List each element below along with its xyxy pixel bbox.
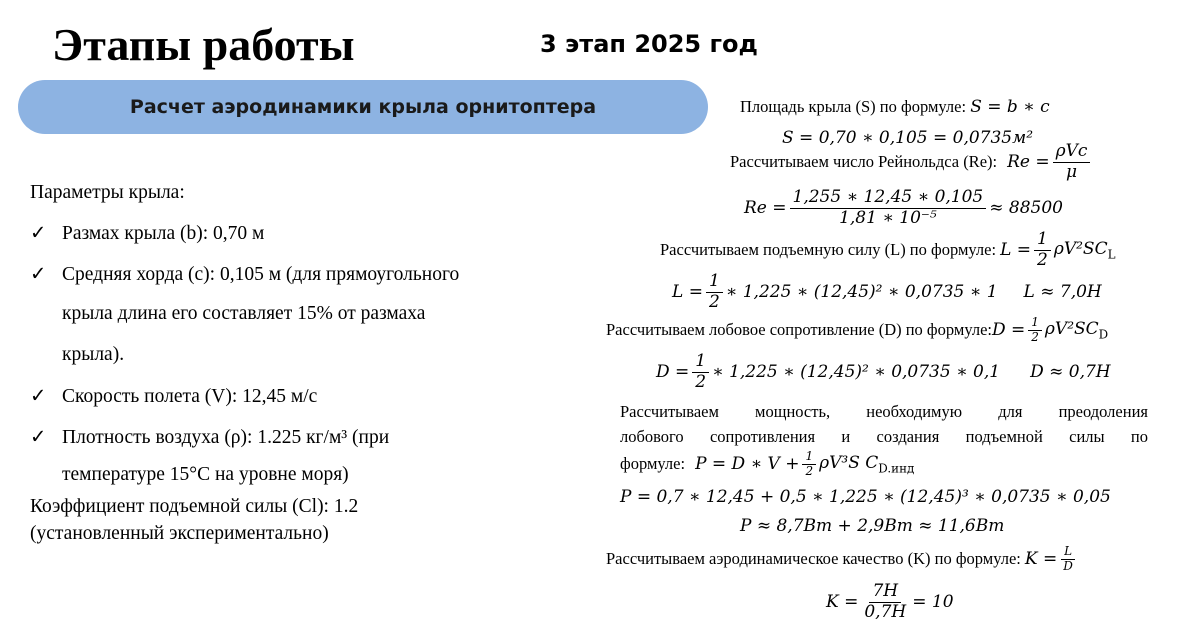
power-text-line2: лобового сопротивления и создания подъемной силы по [620, 427, 1148, 446]
param-item-density-line2: температуре 15°C на уровне моря) [62, 464, 349, 485]
half-fraction: $\frac{1}{2}$ [1028, 316, 1042, 345]
check-icon: ✓ [30, 264, 47, 285]
power-formula-line: формуле: P = D ∗ V + $\frac{1}{2}$ ρV³S $C_{D.инд}$ [620, 449, 915, 478]
lift-coef-line2: (установленный экспериментально) [30, 523, 329, 544]
check-icon: ✓ [30, 386, 47, 407]
param-item-speed: ✓ Скорость полета (V): 12,45 м/с [30, 386, 318, 407]
param-item-chord-line2: крыла длина его составляет 15% от размаха [62, 303, 426, 324]
half-fraction: $\frac{1}{2}$ [706, 272, 723, 312]
banner-title: Расчет аэродинамики крыла орнитоптера [129, 96, 597, 118]
lift-coef-line1: Коэффициент подъемной силы (Cl): 1.2 [30, 496, 359, 517]
power-result: P ≈ 8,7Вт + 2,9Вт ≈ 11,6Вт [740, 516, 1005, 536]
page-title: Этапы работы [52, 19, 355, 70]
lift-line: Рассчитываем подъемную силу (L) по формуле: L = $\frac{1}{2}$ $\rho V^2SC_L$ [660, 229, 1116, 270]
area-formula: S = b ∗ c [970, 97, 1050, 117]
half-fraction: $\frac{1}{2}$ [1034, 230, 1051, 270]
half-fraction: $\frac{1}{2}$ [802, 450, 816, 479]
half-fraction: $\frac{1}{2}$ [692, 352, 709, 392]
reynolds-fraction: $\frac{\text{ρVc}}{\mu}$ [1053, 142, 1091, 182]
param-item-chord-line3: крыла). [62, 344, 125, 365]
param-item-span: ✓ Размах крыла (b): 0,70 м [30, 223, 265, 244]
area-result: S = 0,70 ∗ 0,105 = 0,0735м² [782, 128, 1034, 148]
reynolds-calc-fraction: $\frac{1,255 ∗ 12,45 ∗ 0,105}{\text{1,81 ∗ 10⁻⁵}}$ [790, 188, 987, 228]
power-text-line1: Рассчитываем мощность, необходимую для преодоления [620, 402, 1148, 421]
drag-calc: D = $\frac{1}{2}$ ∗ 1,225 ∗ (12,45)² ∗ 0,0735 ∗ 0,1 D ≈ 0,7H [656, 351, 1111, 392]
lift-result: L ≈ 7,0H [1023, 282, 1102, 303]
k-calc: K = $\frac{7H}{0,7H}$ = 10 [826, 581, 954, 622]
drag-line: Рассчитываем лобовое сопротивление (D) по формуле: D = $\frac{1}{2}$ $\rho V^2SC_D$ [606, 315, 1109, 344]
k-line: Рассчитываем аэродинамическое качество (K) по формуле: K = $\frac{L}{D}$ [606, 545, 1079, 574]
reynolds-calc: Re = $\frac{1,255 ∗ 12,45 ∗ 0,105}{\text{1,81 ∗ 10⁻⁵}}$ ≈ 88500 [744, 187, 1063, 228]
reynolds-line: Рассчитываем число Рейнольдса (Re): Re = $\frac{\text{ρVc}}{\mu}$ [730, 142, 1093, 182]
power-calc: P = 0,7 ∗ 12,45 + 0,5 ∗ 1,225 ∗ (12,45)³ ∗ 0,0735 ∗ 0,05 [620, 487, 1111, 507]
k-fraction: $\frac{L}{D}$ [1060, 545, 1076, 574]
params-heading: Параметры крыла: [30, 182, 185, 203]
param-item-density: ✓ Плотность воздуха (ρ): 1.225 кг/м³ (при [30, 427, 390, 448]
lift-calc: L = $\frac{1}{2}$ ∗ 1,225 ∗ (12,45)² ∗ 0,0735 ∗ 1 L ≈ 7,0H [672, 271, 1102, 312]
param-item-chord: ✓ Средняя хорда (c): 0,105 м (для прямоугольного [30, 264, 460, 285]
k-calc-fraction: $\frac{7H}{0,7H}$ [864, 581, 907, 622]
area-line: Площадь крыла (S) по формуле: S = b ∗ c [740, 97, 1050, 117]
check-icon: ✓ [30, 223, 47, 244]
check-icon: ✓ [30, 427, 47, 448]
stage-label: 3 этап 2025 год [540, 30, 758, 58]
drag-result: D ≈ 0,7H [1030, 362, 1111, 383]
section-banner [18, 80, 708, 134]
